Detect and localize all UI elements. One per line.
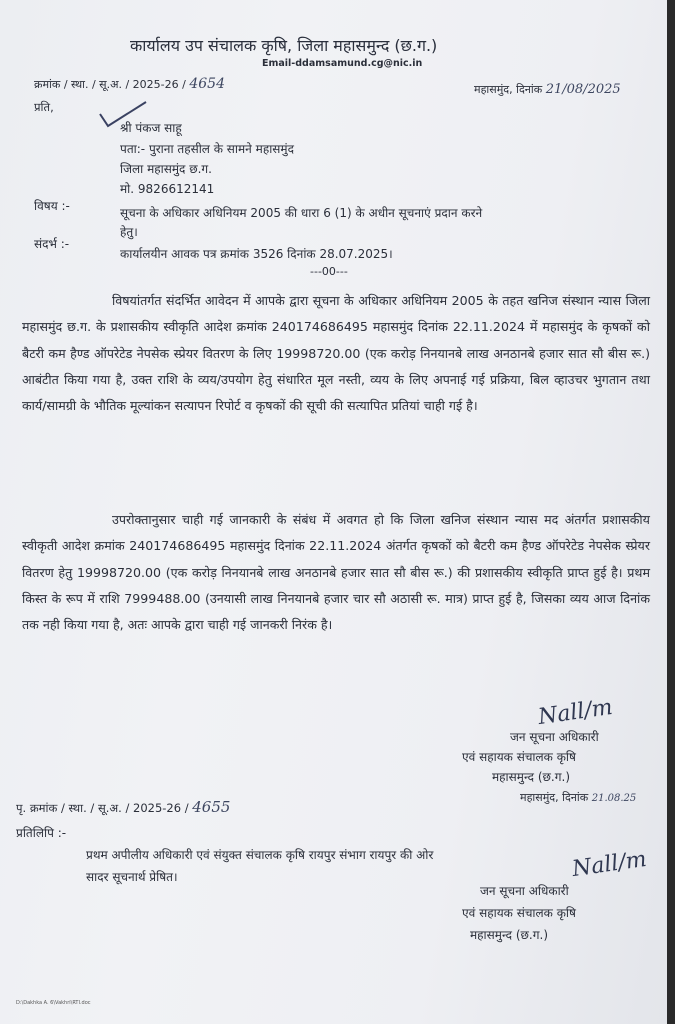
signature-2-line-2: एवं सहायक संचालक कृषि — [462, 906, 576, 920]
reference-text: कार्यालयीन आवक पत्र क्रमांक 3526 दिनांक 28.07.2025। — [120, 247, 393, 261]
footer-file-path: D:\Dakhka A. 6\Vakhri\RTI.doc — [16, 1000, 91, 1006]
to-label: प्रति, — [34, 100, 54, 114]
letter-number-prefix: क्रमांक / स्था. / सू.अ. / 2025-26 / — [34, 78, 186, 91]
office-email: Email-ddamsamund.cg@nic.in — [262, 58, 423, 69]
letter-number — [34, 76, 225, 92]
subject-line-2: हेतु। — [120, 225, 138, 239]
copy-label: प्रतिलिपि :- — [16, 826, 67, 840]
endorsement-date-handwritten: 21.08.25 — [591, 793, 637, 804]
subject-label: विषय :- — [34, 199, 70, 213]
office-title: कार्यालय उप संचालक कृषि, जिला महासमुन्द (छ.ग.) — [130, 36, 438, 55]
letter-date-handwritten: 21/08/2025 — [545, 82, 621, 97]
endorsement-number-handwritten: 4655 — [192, 798, 231, 816]
body-paragraph-1: विषयांतर्गत संदर्भित आवेदन में आपके द्वारा सूचना के अधिकार अधिनियम 2005 के तहत खनिज संस्थान न्यास जिला महासमुंद छ.ग. के प्रशासकीय स्वीकृति आदेश क्रमांक 240174686495 महासमुंद दिनांक 22.11.2024 में महासमुंद के कृषकों को बैटरी कम हैण्ड ऑपरेटेड नेपसेक स्प्रेयर वितरण के लिए 19998720.00 (एक करोड़ निनयानबे लाख अनठानबे हजार सात सौ बीस रू.) आबंटीत किया गया है, उक्त राशि के व्यय/उपयोग हेतु संधारित मूल नस्ती, व्यय के लिए अपनाई गई प्रक्रिया, बिल व्हाउचर भुगतान तथा कार्य/सामग्री के भौतिक मूल्यांकन सत्यापन रिपोर्ट व कृषकों की सूची की सत्यापित प्रतियां चाही गई है। — [22, 293, 650, 414]
endorsement-date-prefix: महासमुंद, दिनांक — [520, 791, 589, 804]
signature-1-line-2: एवं सहायक संचालक कृषि — [462, 750, 576, 764]
signature-1-line-3: महासमुन्द (छ.ग.) — [492, 770, 570, 784]
subject-line-1: सूचना के अधिकार अधिनियम 2005 की धारा 6 (1) के अधीन सूचनाएं प्रदान करने — [120, 206, 483, 220]
copy-line-1: प्रथम अपीलीय अधिकारी एवं संयुक्त संचालक कृषि रायपुर संभाग रायपुर की ओर — [86, 848, 434, 862]
addressee-name: श्री पंकज साहू — [120, 121, 182, 135]
page-edge — [667, 0, 675, 1024]
addressee-address-2: जिला महासमुंद छ.ग. — [120, 162, 212, 176]
reference-label: संदर्भ :- — [34, 237, 70, 251]
signature-1-line-1: जन सूचना अधिकारी — [510, 730, 599, 744]
endorsement-number-prefix: पृ. क्रमांक / स्था. / सू.अ. / 2025-26 / — [16, 801, 189, 815]
letter-date — [474, 82, 621, 97]
endorsement-date — [520, 790, 636, 805]
signature-scribble-2: Nall/m — [570, 846, 649, 883]
addressee-mobile: मो. 9826612141 — [120, 182, 215, 196]
signature-2-line-3: महासमुन्द (छ.ग.) — [470, 928, 548, 942]
copy-line-2: सादर सूचनार्थ प्रेषित। — [86, 870, 178, 884]
letter-date-prefix: महासमुंद, दिनांक — [474, 83, 543, 96]
separator: ---00--- — [310, 265, 348, 278]
endorsement-number — [16, 798, 230, 816]
body-paragraph-2: उपरोक्तानुसार चाही गई जानकारी के संबंध में अवगत हो कि जिला खनिज संस्थान न्यास मद अंतर्गत प्रशासकीय स्वीकृती आदेश क्रमांक 240174686495 महासमुंद दिनांक 22.11.2024 अंतर्गत कृषकों को बैटरी कम हैण्ड ऑपरेटेड नेपसेक स्प्रेयर वितरण हेतु 19998720.00 (एक करोड़ निनयानबे लाख अनठानबे हजार सात सौ बीस रू.) की प्रशासकीय स्वीकृति प्राप्त हुई है। प्रथम किस्त के रूप में राशि 7999488.00 (उनयासी लाख निनयानबे हजार चार सौ अठासी रू. मात्र) प्राप्त हुई है, जिसका व्यय आज दिनांक तक नही किया गया है, अतः आपके द्वारा चाही गई जानकरी निरंक है। — [22, 512, 650, 633]
addressee-address-1: पता:- पुराना तहसील के सामने महासमुंद — [120, 142, 294, 156]
signature-scribble-1: Nall/m — [536, 694, 615, 731]
letter-number-handwritten: 4654 — [189, 76, 225, 92]
signature-2-line-1: जन सूचना अधिकारी — [480, 884, 569, 898]
